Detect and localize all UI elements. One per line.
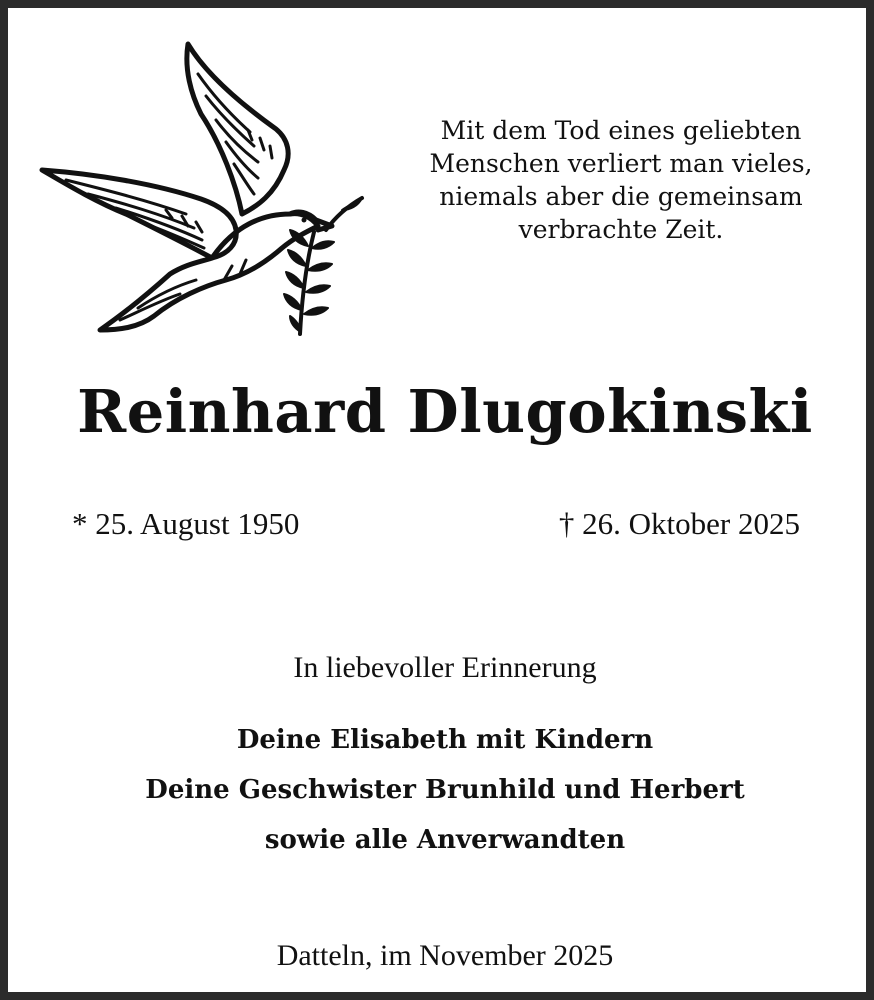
quote-line: verbrachte Zeit. (518, 215, 724, 244)
mourner-line: Deine Elisabeth mit Kindern (236, 725, 654, 755)
death-date: † 26. Oktober 2025 (558, 506, 800, 541)
birth-date: * 25. August 1950 (72, 506, 300, 541)
quote-line: niemals aber die gemeinsam (439, 182, 803, 211)
mourners-list (8, 715, 874, 865)
mourner-line: Deine Geschwister Brunhild und Herbert (145, 775, 745, 805)
mourner-line: sowie alle Anverwandten (264, 825, 626, 855)
place-and-date: Datteln, im November 2025 (276, 939, 614, 972)
quote-line: Mit dem Tod eines geliebten (440, 116, 802, 145)
deceased-name: Reinhard Dlugokinski (77, 377, 813, 446)
quote-line: Menschen verliert man vieles, (429, 149, 813, 178)
condolence-quote (386, 114, 856, 246)
dove-with-olive-branch-icon (36, 34, 366, 346)
memory-line: In liebevoller Erinnerung (293, 651, 597, 684)
